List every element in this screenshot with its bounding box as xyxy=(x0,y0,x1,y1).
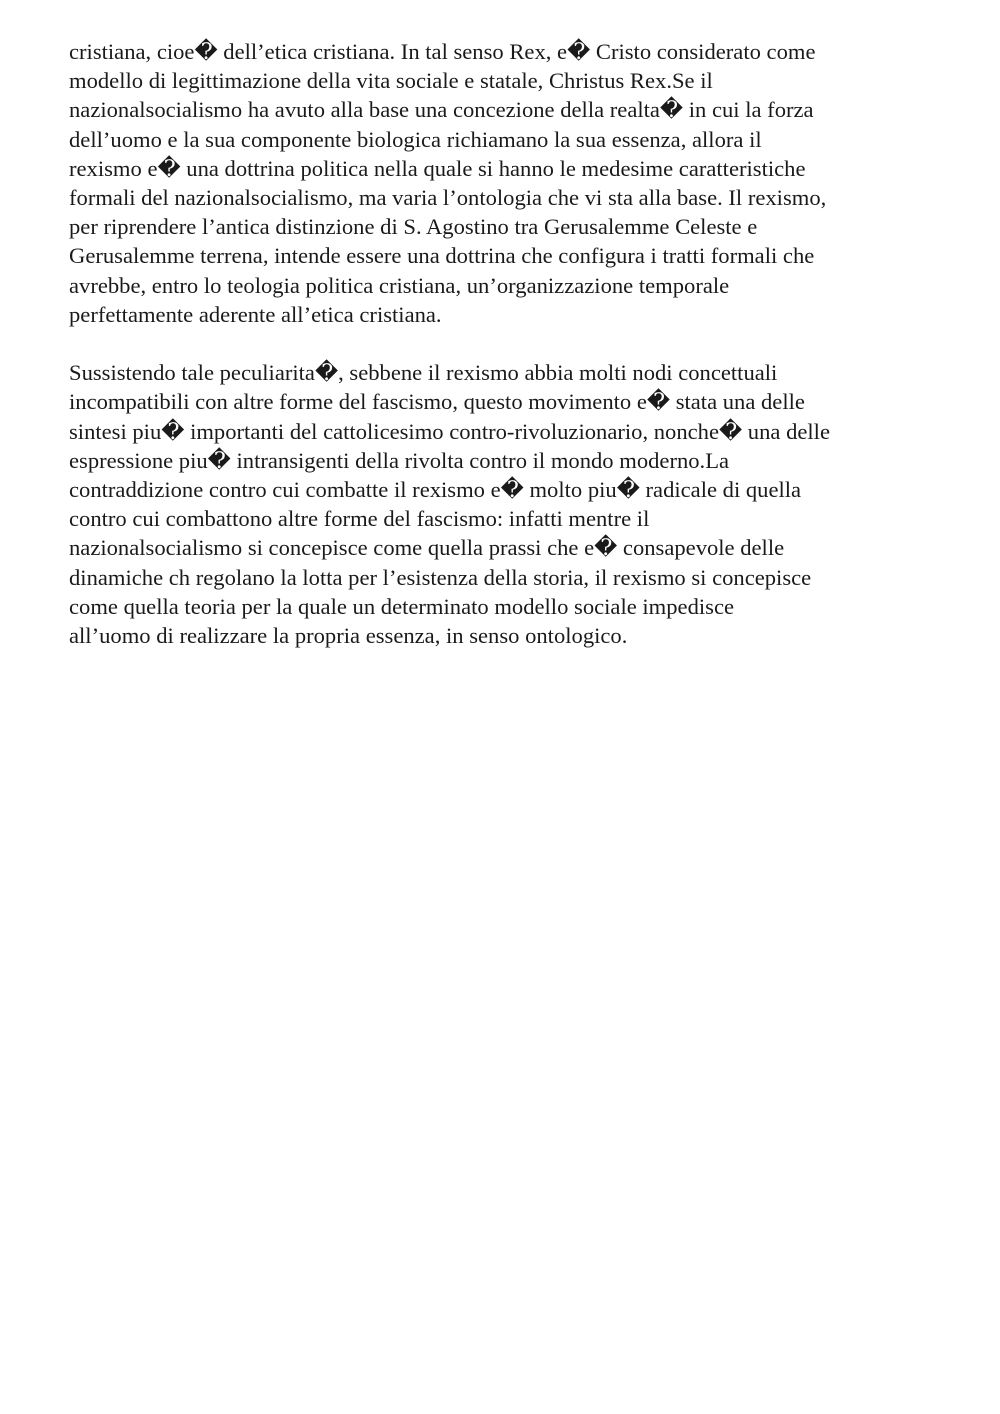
paragraph xyxy=(69,358,939,650)
text-line: nazionalsocialismo si concepisce come quella prassi che e� consapevole delle xyxy=(69,535,785,561)
text-line: modello di legittimazione della vita sociale e statale, Christus Rex.Se il xyxy=(69,68,713,94)
text-line: formali del nazionalsocialismo, ma varia l’ontologia che vi sta alla base. Il rexismo, xyxy=(69,185,827,211)
paragraph xyxy=(69,37,939,329)
text-line: per riprendere l’antica distinzione di S. Agostino tra Gerusalemme Celeste e xyxy=(69,214,758,240)
text-line: Sussistendo tale peculiarita�, sebbene il rexismo abbia molti nodi concettuali xyxy=(69,360,778,386)
text-line: contraddizione contro cui combatte il rexismo e� molto piu� radicale di quella xyxy=(69,477,802,503)
text-line: espressione piu� intransigenti della rivolta contro il mondo moderno.La xyxy=(69,447,730,473)
text-line: all’uomo di realizzare la propria essenza, in senso ontologico. xyxy=(69,623,628,649)
text-line: nazionalsocialismo ha avuto alla base una concezione della realta� in cui la forza xyxy=(69,97,814,123)
text-line: perfettamente aderente all’etica cristiana. xyxy=(69,301,442,327)
text-line: Gerusalemme terrena, intende essere una dottrina che configura i tratti formali che xyxy=(69,243,815,269)
text-line: incompatibili con altre forme del fascismo, questo movimento e� stata una delle xyxy=(69,389,805,415)
text-line: come quella teoria per la quale un determinato modello sociale impedisce xyxy=(69,593,735,619)
text-line: contro cui combattono altre forme del fascismo: infatti mentre il xyxy=(69,506,650,532)
text-line: avrebbe, entro lo teologia politica cristiana, un’organizzazione temporale xyxy=(69,272,730,298)
text-line: sintesi piu� importanti del cattolicesimo contro-rivoluzionario, nonche� una delle xyxy=(69,418,830,444)
text-line: cristiana, cioe� dell’etica cristiana. In tal senso Rex, e� Cristo considerato come xyxy=(69,39,816,64)
text-line: rexismo e� una dottrina politica nella quale si hanno le medesime caratteristiche xyxy=(69,155,806,181)
text-line: dell’uomo e la sua componente biologica richiamano la sua essenza, allora il xyxy=(69,126,762,152)
text-line: dinamiche ch regolano la lotta per l’esistenza della storia, il rexismo si concepisce xyxy=(69,564,812,590)
body-text xyxy=(69,37,939,650)
